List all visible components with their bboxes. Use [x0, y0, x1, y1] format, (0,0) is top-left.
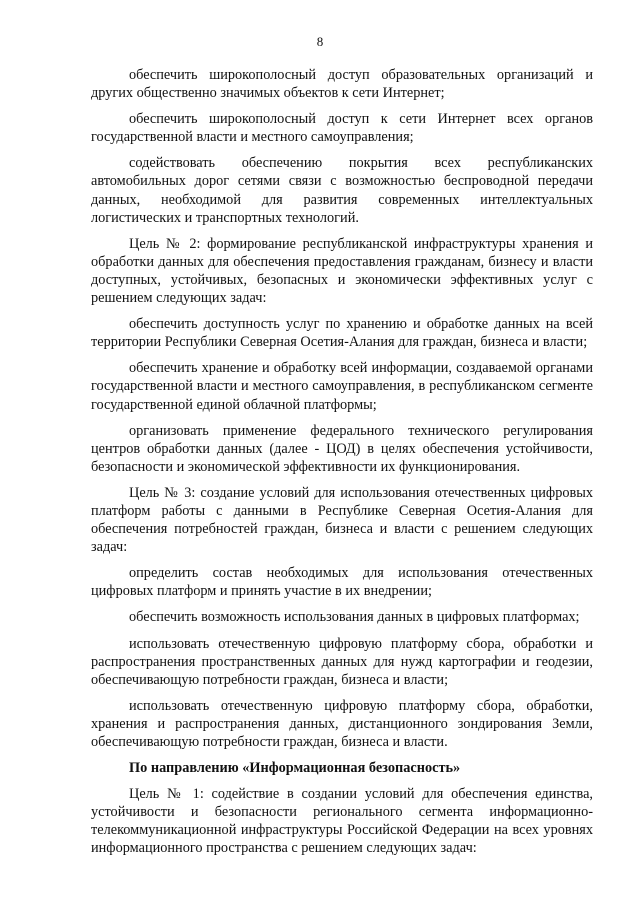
paragraph: использовать отечественную цифровую платформу сбора, обработки, хранения и распространения данных, дистанционного зондирования Земли, обеспечивающую потребности граждан, бизнеса и власти. — [91, 697, 593, 750]
section-heading: По направлению «Информационная безопасность» — [129, 760, 461, 777]
paragraph: Цель № 2: формирование республиканской инфраструктуры хранения и обработки данных для обеспечения предоставления гражданам, бизнесу и власти доступных, устойчивых, безопасных и экономически эффективных услуг с решением следующих задач: — [91, 235, 593, 307]
paragraph: Цель № 1: содействие в создании условий для обеспечения единства, устойчивости и безопасности регионального сегмента информационно-телекоммуникационной инфраструктуры Российской Федерации на всех уровнях информационного пространства с решением следующих задач: — [91, 786, 593, 857]
paragraph: обеспечить хранение и обработку всей информации, создаваемой органами государственной власти и местного самоуправления, в республиканском сегменте государственной единой облачной платформы; — [91, 360, 593, 413]
paragraph: обеспечить возможность использования данных в цифровых платформах; — [129, 609, 580, 626]
paragraph: содействовать обеспечению покрытия всех республиканских автомобильных дорог сетями связи с возможностью беспроводной передачи данных, необходимой для развития современных интеллектуальных логистических и транспортных технологий. — [91, 155, 593, 226]
paragraph: организовать применение федерального технического регулирования центров обработки данных (далее - ЦОД) в целях обеспечения устойчивости, безопасности и экономической эффективности их функционирования. — [91, 422, 593, 475]
paragraph: обеспечить широкополосный доступ образовательных организаций и других общественно значимых объектов к сети Интернет; — [91, 67, 593, 102]
paragraph: использовать отечественную цифровую платформу сбора, обработки и распространения пространственных данных для нужд картографии и геодезии, обеспечивающую потребности граждан, бизнеса и власти; — [91, 635, 593, 688]
page-number: 8 — [316, 34, 324, 49]
paragraph: обеспечить доступность услуг по хранению и обработке данных на всей территории Республики Северная Осетия-Алания для граждан, бизнеса и власти; — [91, 316, 593, 351]
document-body — [91, 66, 593, 866]
paragraph: Цель № 3: создание условий для использования отечественных цифровых платформ работы с данными в Республике Северная Осетия-Алания для обеспечения потребностей граждан, бизнеса и власти с решением следующих задач: — [91, 484, 593, 556]
paragraph: обеспечить широкополосный доступ к сети Интернет всех органов государственной власти и местного самоуправления; — [91, 111, 593, 146]
paragraph: определить состав необходимых для использования отечественных цифровых платформ и принять участие в их внедрении; — [91, 565, 593, 600]
